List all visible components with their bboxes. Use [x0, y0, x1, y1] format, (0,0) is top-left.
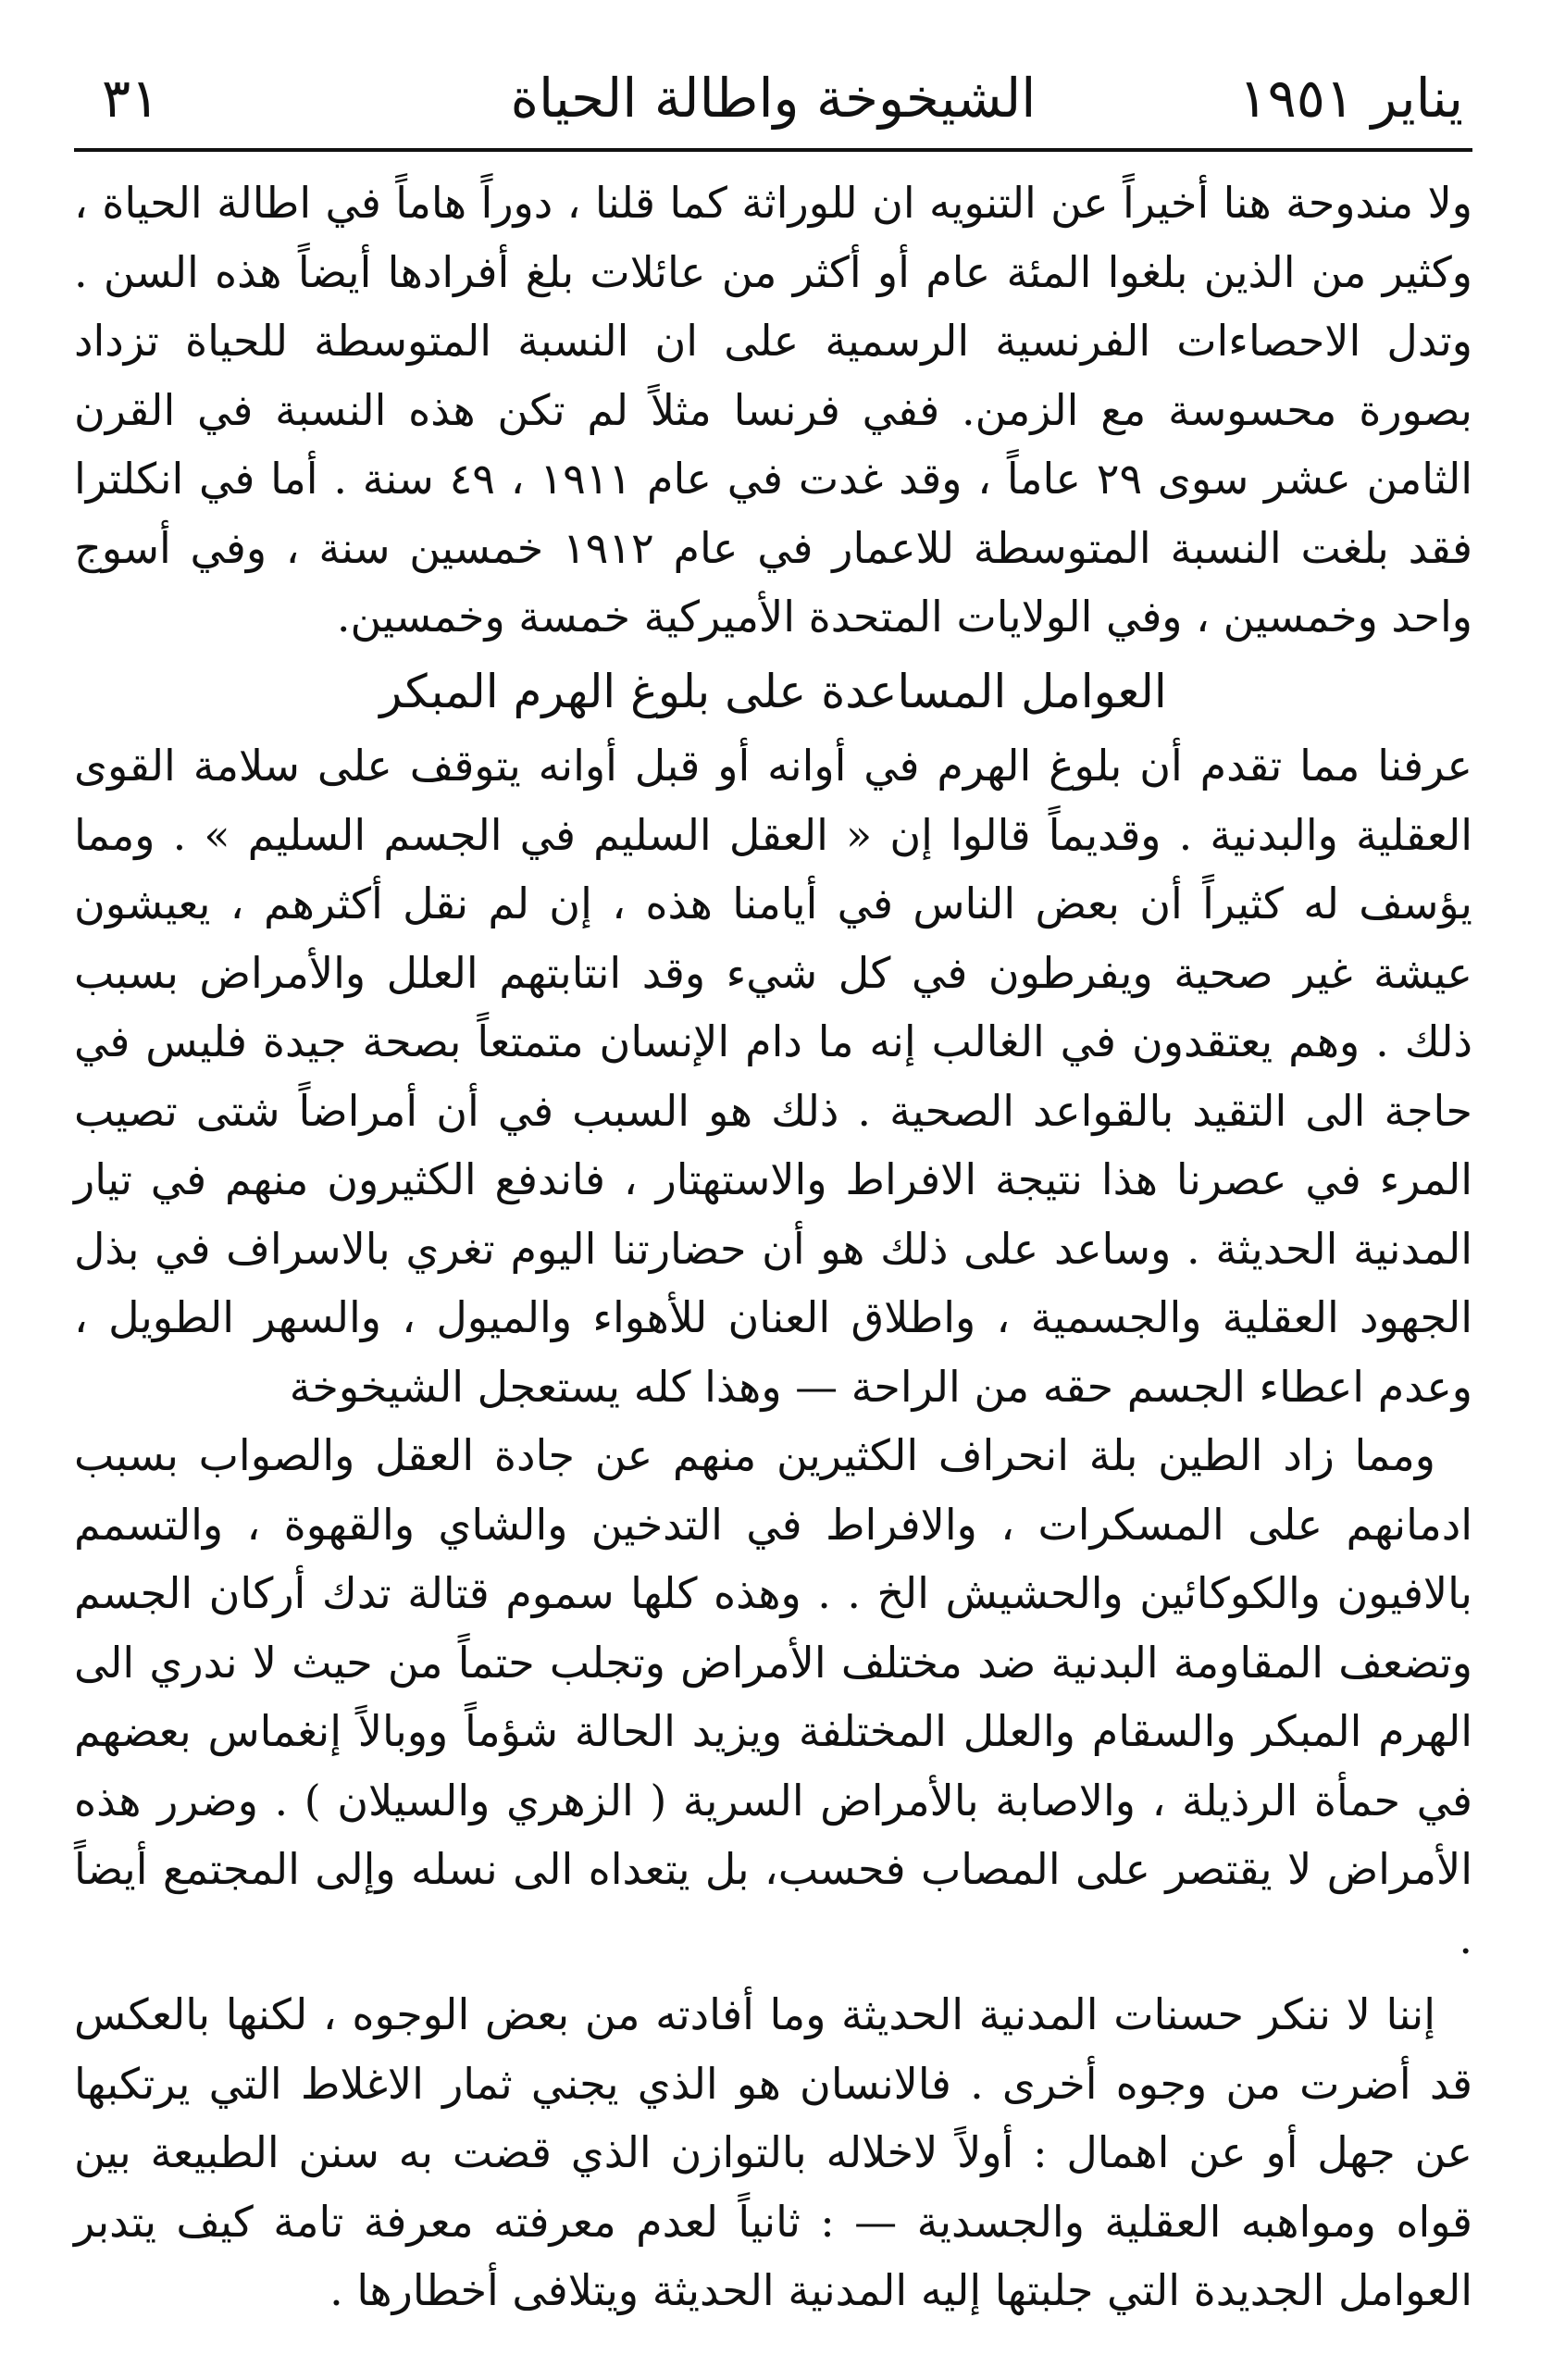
page-number: ٣١ [102, 67, 160, 130]
paragraph-heredity: ولا مندوحة هنا أخيراً عن التنويه ان للوراثة كما قلنا ، دوراً هاماً في اطالة الحياة ، وكثير من الذين بلغوا المئة عام أو أكثر من عائلات بلغ أفرادها أيضاً هذه السن . وتدل الاحصاءات الفرنسية الرسمية على ان النسبة المتوسطة للحياة تزداد بصورة محسوسة مع الزمن. ففي فرنسا مثلاً لم تكن هذه النسبة في القرن الثامن عشر سوى ٢٩ عاماً ، وقد غدت في عام ١٩١١ ، ٤٩ سنة . أما في انكلترا فقد بلغت النسبة المتوسطة للاعمار في عام ١٩١٢ خمسين سنة ، وفي أسوج واحد وخمسين ، وفي الولايات المتحدة الأميركية خمسة وخمسين. [74, 178, 1472, 642]
paragraph-civilization: إننا لا ننكر حسنات المدنية الحديثة وما أفادته من بعض الوجوه ، لكنها بالعكس قد أضرت من وجوه أخرى . فالانسان هو الذي يجني ثمار الاغلاط التي يرتكبها عن جهل أو عن اهمال : أولاً لاخلاله بالتوازن الذي قضت به سنن الطبيعة بين قواه ومواهبه العقلية والجسدية — : ثانياً لعدم معرفته معرفة تامة كيف يتدبر العوامل الجديدة التي جلبتها إليه المدنية الحديثة ويتلافى أخطارها . [74, 1989, 1472, 2315]
header-date: يناير ١٩٥١ [1238, 67, 1463, 130]
paragraph-causes: عرفنا مما تقدم أن بلوغ الهرم في أوانه أو قبل أوانه يتوقف على سلامة القوى العقلية والبدنية . وقديماً قالوا إن « العقل السليم في الجسم السليم » . ومما يؤسف له كثيراً أن بعض الناس في أيامنا هذه ، إن لم نقل أكثرهم ، يعيشون عيشة غير صحية ويفرطون في كل شيء وقد انتابتهم العلل والأمراض بسبب ذلك . وهم يعتقدون في الغالب إنه ما دام الإنسان متمتعاً بصحة جيدة فليس في حاجة الى التقيد بالقواعد الصحية . ذلك هو السبب في أن أمراضاً شتى تصيب المرء في عصرنا هذا نتيجة الافراط والاستهتار ، فاندفع الكثيرون منهم في تيار المدنية الحديثة . وساعد على ذلك هو أن حضارتنا اليوم تغري بالاسراف في بذل الجهود العقلية والجسمية ، واطلاق العنان للأهواء والميول ، والسهر الطويل ، وعدم اعطاء الجسم حقه من الراحة — وهذا كله يستعجل الشيخوخة [74, 741, 1472, 1412]
header-title: الشيخوخة واطالة الحياة [510, 67, 1037, 130]
paragraph-poisons: ومما زاد الطين بلة انحراف الكثيرين منهم عن جادة العقل والصواب بسبب ادمانهم على المسكرات ، والافراط في التدخين والشاي والقهوة ، والتسمم بالافيون والكوكائين والحشيش الخ . . وهذه كلها سموم قتالة تدك أركان الجسم وتضعف المقاومة البدنية ضد مختلف الأمراض وتجلب حتماً من حيث لا ندري الى الهرم المبكر والسقام والعلل المختلفة ويزيد الحالة شؤماً ووبالاً إنغماس بعضهم في حمأة الرذيلة ، والاصابة بالأمراض السرية ( الزهري والسيلان ) . وضرر هذه الأمراض لا يقتصر على المصاب فحسب، بل يتعداه الى نسله وإلى المجتمع أيضاً . [74, 1430, 1473, 1963]
section-heading: العوامل المساعدة على بلوغ الهرم المبكر [379, 664, 1167, 718]
running-header [74, 56, 1472, 152]
